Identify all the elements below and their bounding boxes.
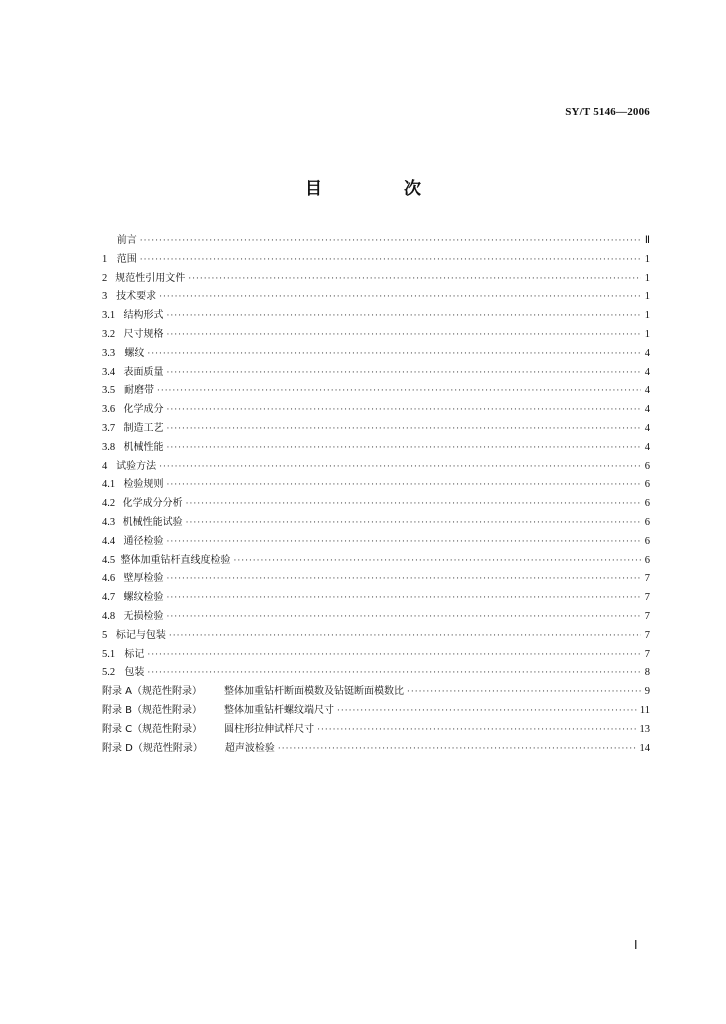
toc-entry-page: 6	[644, 460, 650, 472]
toc-entry-page: 6	[644, 535, 650, 547]
toc-entry-number: 5.2	[102, 667, 116, 679]
toc-dot-leader	[167, 364, 641, 383]
toc-dot-leader	[167, 439, 641, 458]
toc-dot-leader	[167, 476, 641, 495]
toc-entry	[102, 570, 650, 589]
toc-entry-page: 1	[644, 310, 650, 322]
toc-entry-label: 标记	[124, 648, 145, 660]
toc-entry-page: Ⅱ	[644, 235, 650, 246]
toc-dot-leader	[167, 307, 641, 326]
page-title: 目 次	[305, 179, 459, 199]
toc-entry	[102, 646, 650, 665]
toc-entry	[102, 476, 650, 495]
toc-entry	[102, 533, 650, 552]
toc-entry-label: 螺纹检验	[123, 592, 164, 604]
toc-entry-number: 4.1	[102, 479, 116, 491]
toc-entry-number: 1	[102, 253, 108, 265]
toc-appendix-entry	[102, 702, 650, 721]
toc-entry	[102, 589, 650, 608]
toc-entry-number: 3.6	[102, 404, 116, 416]
toc-entry	[102, 439, 650, 458]
toc-dot-leader	[159, 458, 641, 477]
toc-entry-label: 机械性能试验	[122, 516, 183, 528]
toc-entry	[102, 307, 650, 326]
toc-entry-label: 试验方法	[116, 460, 157, 472]
toc-dot-leader	[167, 326, 641, 345]
toc-appendix-entry	[102, 721, 650, 740]
appendix-page: 14	[639, 742, 650, 754]
toc-entry-label: 表面质量	[123, 366, 164, 378]
toc-entry-number: 5	[102, 629, 108, 641]
toc-dot-leader	[169, 627, 641, 646]
toc-dot-leader	[234, 552, 642, 571]
toc-dot-leader	[167, 420, 641, 439]
toc-entry-page: 7	[644, 592, 650, 604]
appendix-title: 整体加重钻杆断面模数及钻铤断面模数比	[224, 686, 405, 698]
toc-entry-number: 3.8	[102, 441, 116, 453]
toc-dot-leader	[186, 495, 641, 514]
toc-entry	[102, 664, 650, 683]
toc-entry-label: 化学成分	[123, 404, 164, 416]
table-of-contents	[102, 232, 650, 758]
toc-dot-leader	[167, 608, 641, 627]
toc-entry-number: 3.2	[102, 328, 116, 340]
toc-entry-number: 3	[102, 291, 108, 303]
toc-entry	[102, 251, 650, 270]
appendix-label: 附录 A（规范性附录）	[102, 686, 203, 698]
toc-entry	[102, 326, 650, 345]
toc-entry-label: 制造工艺	[123, 422, 164, 434]
appendix-label: 附录 B（规范性附录）	[102, 704, 203, 716]
toc-dot-leader	[147, 664, 641, 683]
toc-entry-label: 前言	[116, 235, 137, 246]
toc-dot-leader	[167, 570, 641, 589]
standard-code: SY/T 5146—2006	[565, 106, 650, 118]
toc-entry-label: 结构形式	[123, 310, 164, 322]
toc-entry-number: 4.8	[102, 610, 116, 622]
toc-entry-label: 尺寸规格	[123, 328, 164, 340]
toc-entry-label: 耐磨带	[123, 385, 154, 397]
toc-entry	[102, 552, 650, 571]
toc-dot-leader	[407, 683, 641, 702]
toc-entry-page: 4	[644, 385, 650, 397]
toc-entry	[102, 382, 650, 401]
appendix-label: 附录 C（规范性附录）	[102, 723, 203, 735]
toc-dot-leader	[337, 702, 637, 721]
toc-appendix-entry	[102, 740, 650, 759]
appendix-page: 9	[644, 686, 650, 698]
toc-entry-label: 包装	[124, 667, 145, 679]
toc-entry-page: 7	[644, 629, 650, 641]
toc-entry-page: 6	[644, 479, 650, 491]
toc-entry-label: 检验规则	[123, 479, 164, 491]
page-number: Ⅰ	[634, 938, 638, 952]
toc-dot-leader	[188, 270, 641, 289]
toc-entry	[102, 288, 650, 307]
toc-entry-page: 6	[644, 554, 650, 566]
toc-entry-page: 4	[644, 422, 650, 434]
toc-entry-number: 3.4	[102, 366, 116, 378]
toc-entry-page: 4	[644, 441, 650, 453]
toc-entry-page: 7	[644, 648, 650, 660]
toc-dot-leader	[159, 288, 641, 307]
toc-entry-number: 5.1	[102, 648, 116, 660]
toc-entry-page: 6	[644, 498, 650, 510]
toc-entry-label: 整体加重钻杆直线度检验	[120, 554, 231, 566]
toc-entry-page: 7	[644, 610, 650, 622]
toc-entry-number: 3.1	[102, 310, 116, 322]
toc-entry	[102, 608, 650, 627]
toc-entry-page: 1	[644, 253, 650, 265]
toc-entry-number: 4.5	[102, 554, 116, 566]
toc-entry-number: 4.7	[102, 592, 116, 604]
toc-entry	[102, 232, 650, 251]
toc-entry-label: 螺纹	[124, 347, 145, 359]
toc-dot-leader	[186, 514, 641, 533]
toc-entry-number: 4.4	[102, 535, 116, 547]
toc-entry-label: 壁厚检验	[123, 573, 164, 585]
toc-dot-leader	[278, 740, 637, 759]
toc-dot-leader	[140, 251, 641, 270]
toc-entry-page: 4	[644, 404, 650, 416]
toc-entry-number: 2	[102, 272, 108, 284]
appendix-title: 超声波检验	[224, 742, 275, 754]
toc-entry-page: 1	[644, 328, 650, 340]
toc-entry	[102, 345, 650, 364]
toc-entry-number: 3.5	[102, 385, 116, 397]
toc-dot-leader	[147, 646, 641, 665]
toc-entry-page: 1	[644, 291, 650, 303]
toc-entry-label: 技术要求	[116, 291, 157, 303]
toc-entry-number: 4.6	[102, 573, 116, 585]
appendix-page: 11	[639, 704, 650, 716]
toc-entry	[102, 420, 650, 439]
toc-entry	[102, 514, 650, 533]
appendix-title: 整体加重钻杆螺纹端尺寸	[224, 704, 335, 716]
toc-entry-page: 6	[644, 516, 650, 528]
toc-entry	[102, 627, 650, 646]
toc-entry-page: 4	[644, 347, 650, 359]
toc-entry-label: 规范性引用文件	[115, 272, 186, 284]
toc-entry-page: 8	[644, 667, 650, 679]
toc-entry-number: 4	[102, 460, 108, 472]
toc-entry-label: 无损检验	[123, 610, 164, 622]
toc-dot-leader	[167, 401, 641, 420]
toc-dot-leader	[140, 232, 641, 251]
toc-dot-leader	[157, 382, 641, 401]
toc-entry-page: 7	[644, 573, 650, 585]
toc-dot-leader	[167, 533, 641, 552]
toc-entry-label: 化学成分分析	[122, 498, 183, 510]
toc-entry-label: 范围	[116, 253, 137, 265]
toc-entry	[102, 401, 650, 420]
toc-entry	[102, 495, 650, 514]
toc-entry-label: 通径检验	[123, 535, 164, 547]
toc-entry-label: 机械性能	[123, 441, 164, 453]
toc-entry-page: 4	[644, 366, 650, 378]
appendix-page: 13	[639, 723, 650, 735]
toc-entry	[102, 364, 650, 383]
toc-appendix-entry	[102, 683, 650, 702]
appendix-title: 圆柱形拉伸试样尺寸	[224, 723, 315, 735]
toc-entry-number: 3.3	[102, 347, 116, 359]
toc-dot-leader	[167, 589, 641, 608]
toc-entry	[102, 458, 650, 477]
toc-entry-number: 3.7	[102, 422, 116, 434]
toc-dot-leader	[317, 721, 636, 740]
appendix-label: 附录 D（规范性附录）	[102, 742, 203, 754]
toc-entry-number: 4.2	[102, 498, 116, 510]
toc-entry-label: 标记与包装	[115, 629, 166, 641]
toc-dot-leader	[147, 345, 641, 364]
toc-entry-page: 1	[644, 272, 650, 284]
toc-entry	[102, 270, 650, 289]
toc-entry-number: 4.3	[102, 516, 116, 528]
